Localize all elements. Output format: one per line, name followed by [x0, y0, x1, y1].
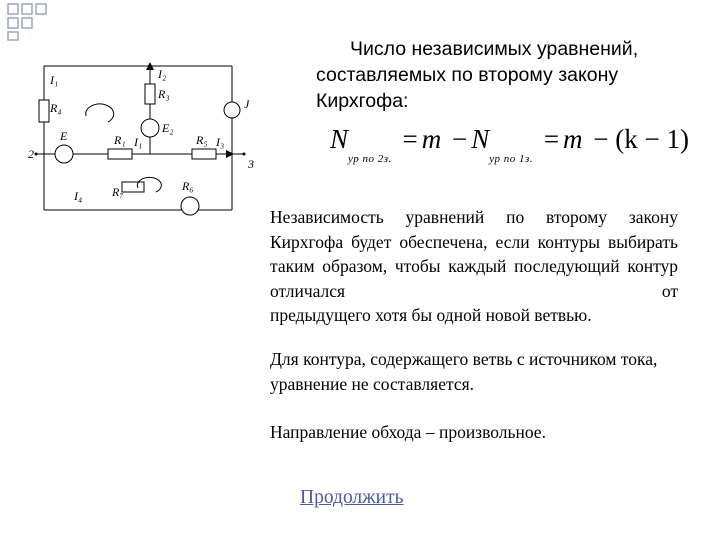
paragraph-independence [270, 205, 678, 328]
label-i-mid: I₁ [134, 135, 143, 149]
label-i4: I₄ [74, 189, 83, 203]
paragraph-direction: Направление обхода – произвольное. [270, 422, 546, 442]
slide-title: Число независимых уравнений, составляемых по второму закону Кирхгофа: [316, 38, 639, 112]
continue-link[interactable]: Продолжить [300, 487, 404, 508]
kirchhoff-formula [330, 124, 710, 164]
formula-n2: N [471, 124, 490, 154]
formula-lhs-sub: ур по 2з. [348, 153, 392, 165]
formula-eq1: = [402, 124, 418, 154]
label-r1: R₁ [114, 133, 126, 147]
label-i1: I₁ [50, 73, 59, 87]
formula-n2-sub: ур по 1з. [489, 153, 534, 165]
label-i3: I₃ [216, 135, 225, 149]
label-e: E [60, 129, 68, 143]
formula-eq2: = [543, 124, 560, 154]
label-i2: I₂ [158, 67, 167, 81]
label-j: J [244, 97, 250, 111]
label-node-2: 2 [28, 147, 34, 161]
label-r5: R₅ [196, 133, 208, 147]
label-e2: E₂ [162, 121, 174, 135]
label-r7: R₇ [112, 185, 124, 199]
decorative-squares [0, 0, 60, 42]
paragraph-independence-text: Независимость уравнений по второму закону Кирхгофа будет обеспечена, если контуры выбирать таким образом, чтобы каждый последующий контур отличался от [270, 207, 678, 301]
formula-m1: m [421, 124, 442, 154]
paragraph-independence-last: предыдущего хотя бы одной новой ветвью. [270, 305, 592, 325]
circuit-diagram [26, 40, 254, 220]
label-node-3: 3 [248, 157, 254, 171]
paragraph-current-source: Для контура, содержащего ветвь с источником тока, уравнение не составляется. [270, 349, 658, 394]
formula-lhs: N [330, 124, 349, 154]
formula-rest: − (k − 1) [593, 124, 689, 154]
label-r3: R₃ [158, 87, 170, 101]
formula-minus1: − [452, 124, 468, 154]
formula-m2: m [563, 124, 583, 154]
label-r4: R₄ [50, 101, 62, 115]
label-r6: R₆ [182, 179, 194, 193]
